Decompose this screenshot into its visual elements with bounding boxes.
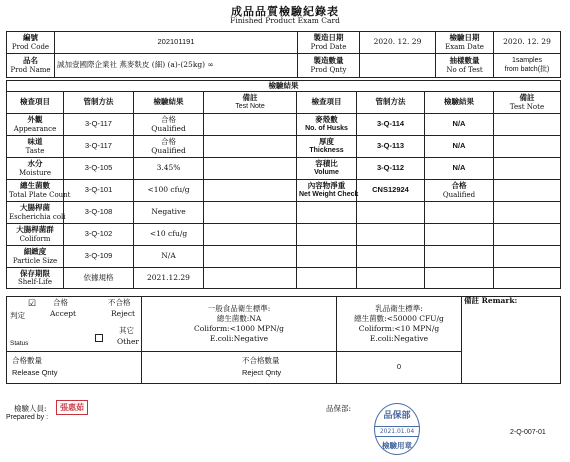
no-of-test-value: 1samples from batch(批) [494,54,561,78]
release-qnty-en: Release Qnty [12,368,58,377]
result-row [7,202,561,224]
test-method: 3-Q-109 [64,246,134,268]
test-method: 3-Q-117 [64,136,134,158]
test-method: 3-Q-101 [64,180,134,202]
prod-date-label: 製造日期 Prod Date [298,32,360,54]
test-method-right: CNS12924 [357,180,425,202]
test-result-right: N/A [425,136,494,158]
test-method-right: 3-Q-113 [357,136,425,158]
header-item-right: 檢查項目 [297,92,357,114]
product-info-table [6,31,561,78]
test-method: 3-Q-102 [64,224,134,246]
test-result: 2021.12.29 [134,268,204,289]
header-method-right: 管制方法 [357,92,425,114]
test-result-right: 合格 Qualified [425,180,494,202]
header-note-right: 備註 Test Note [494,92,561,114]
empty-cell [357,202,425,224]
test-note [204,136,297,158]
reject-en: Reject [111,309,136,318]
test-method: 3-Q-105 [64,158,134,180]
other-zh: 其它 [119,326,134,335]
reject-qnty-cell [142,352,337,384]
header-method: 管制方法 [64,92,134,114]
test-method: 依據規格 [64,268,134,289]
empty-cell [357,224,425,246]
empty-cell [357,268,425,289]
prod-qnty-value [360,54,436,78]
form-title: 成品品質檢驗紀錄表 [231,5,339,18]
inspector-stamp: 張惠茹 [56,400,88,415]
qa-stamp-top: 品保部 [383,411,411,421]
test-item: 細緻度 Particle Size [7,246,64,268]
empty-cell [494,268,561,289]
test-note [204,268,297,289]
reject-qnty-en: Reject Qnty [242,368,282,377]
test-result: <10 cfu/g [134,224,204,246]
empty-cell [494,202,561,224]
header-result-right: 檢驗結果 [425,92,494,114]
empty-cell [425,246,494,268]
result-row [7,158,561,180]
exam-date-value: 2020. 12. 29 [494,32,561,54]
prod-qnty-label: 製造數量 Prod Qnty [298,54,360,78]
empty-cell [425,224,494,246]
test-item: 總生菌數 Total Plate Count [7,180,64,202]
form-subtitle: Finished Product Exam Card [230,16,340,25]
test-note [204,180,297,202]
empty-cell [297,202,357,224]
result-row [7,114,561,136]
other-en: Other [117,337,140,346]
test-note [204,246,297,268]
judgement-status-cell [7,297,142,352]
test-item: 大腸桿菌 Escherichia coli [7,202,64,224]
header-result: 檢驗結果 [134,92,204,114]
test-note [204,158,297,180]
no-of-test-label: 抽樣數量 No of Test [436,54,494,78]
test-note-right [494,158,561,180]
empty-cell [494,246,561,268]
judgement-label: 判定 [10,311,25,320]
results-table [6,80,561,289]
other-checkbox[interactable] [95,334,103,342]
test-item-right: 厚度 Thickness [297,136,357,158]
test-result-right: N/A [425,114,494,136]
test-result: 3.45% [134,158,204,180]
prod-name-value: 誠加壹國際企業社 燕麥麩皮 (細) (a)-(25kg) ∞ [55,54,298,78]
test-method: 3-Q-117 [64,114,134,136]
test-note-right [494,136,561,158]
test-result: <100 cfu/g [134,180,204,202]
test-result: N/A [134,246,204,268]
test-item-right: 容積比 Volume [297,158,357,180]
header-item: 檢查項目 [7,92,64,114]
test-method-right: 3-Q-114 [357,114,425,136]
test-result: Negative [134,202,204,224]
qa-label: 品保部: [326,404,352,413]
prod-name-label: 品名 Prod Name [7,54,55,78]
qa-stamp-bottom: 檢驗用章 [382,441,412,450]
test-result: 合格 Qualified [134,114,204,136]
qa-stamp [374,403,420,455]
accept-zh: 合格 [53,298,68,307]
test-item: 味道 Taste [7,136,64,158]
accept-checkbox[interactable]: ☑ [28,299,37,309]
empty-cell [425,268,494,289]
test-note [204,224,297,246]
judgement-table [6,296,561,384]
empty-cell [357,246,425,268]
inspector-label: 檢驗人員: [14,404,47,413]
test-result: 合格 Qualified [134,136,204,158]
reject-zh: 不合格 [108,298,131,307]
inspector-label-en: Prepared by : [6,414,49,421]
accept-en: Accept [50,309,77,318]
header-note: 備註 Test Note [204,92,297,114]
remark-cell: 備註 Remark: [462,297,561,384]
test-result-right: N/A [425,158,494,180]
test-item: 大腸桿菌群 Coliform [7,224,64,246]
test-item-right: 麥殼數 No. of Husks [297,114,357,136]
test-item: 水分 Moisture [7,158,64,180]
test-item: 外觀 Appearance [7,114,64,136]
result-row [7,224,561,246]
reject-qnty-zh: 不合格數量 [242,356,280,365]
exam-date-label: 檢驗日期 Exam Date [436,32,494,54]
test-method: 3-Q-108 [64,202,134,224]
result-row [7,136,561,158]
test-note [204,114,297,136]
empty-cell [297,268,357,289]
release-qnty-cell [7,352,142,384]
empty-cell [297,224,357,246]
test-item-right: 內容物淨重 Net Weight Check [297,180,357,202]
dairy-standard-cell: 乳品衛生標準: 總生菌數:<50000 CFU/g Coliform:<10 MPN/g E.coli:Negative [337,297,462,352]
prod-code-label: 編號 Prod Code [7,32,55,54]
reject-qnty-value: 0 [337,352,462,384]
test-note [204,202,297,224]
empty-cell [494,224,561,246]
test-method-right: 3-Q-112 [357,158,425,180]
result-row [7,180,561,202]
document-code: 2-Q-007-01 [510,429,546,436]
empty-cell [297,246,357,268]
result-row [7,246,561,268]
results-section-title: 檢驗結果 [7,81,561,92]
test-item: 保存期限 Shelf-Life [7,268,64,289]
status-label: Status [10,340,29,347]
test-note-right [494,114,561,136]
prod-date-value: 2020. 12. 29 [360,32,436,54]
release-qnty-zh: 合格數量 [12,356,42,365]
result-row [7,268,561,289]
empty-cell [425,202,494,224]
qa-stamp-date: 2021.01.04 [375,426,419,437]
prod-code-value: 202101191 [55,32,298,54]
general-standard-cell: 一般食品衛生標準: 總生菌數:NA Coliform:<1000 MPN/g E.coli:Negative [142,297,337,352]
test-note-right [494,180,561,202]
